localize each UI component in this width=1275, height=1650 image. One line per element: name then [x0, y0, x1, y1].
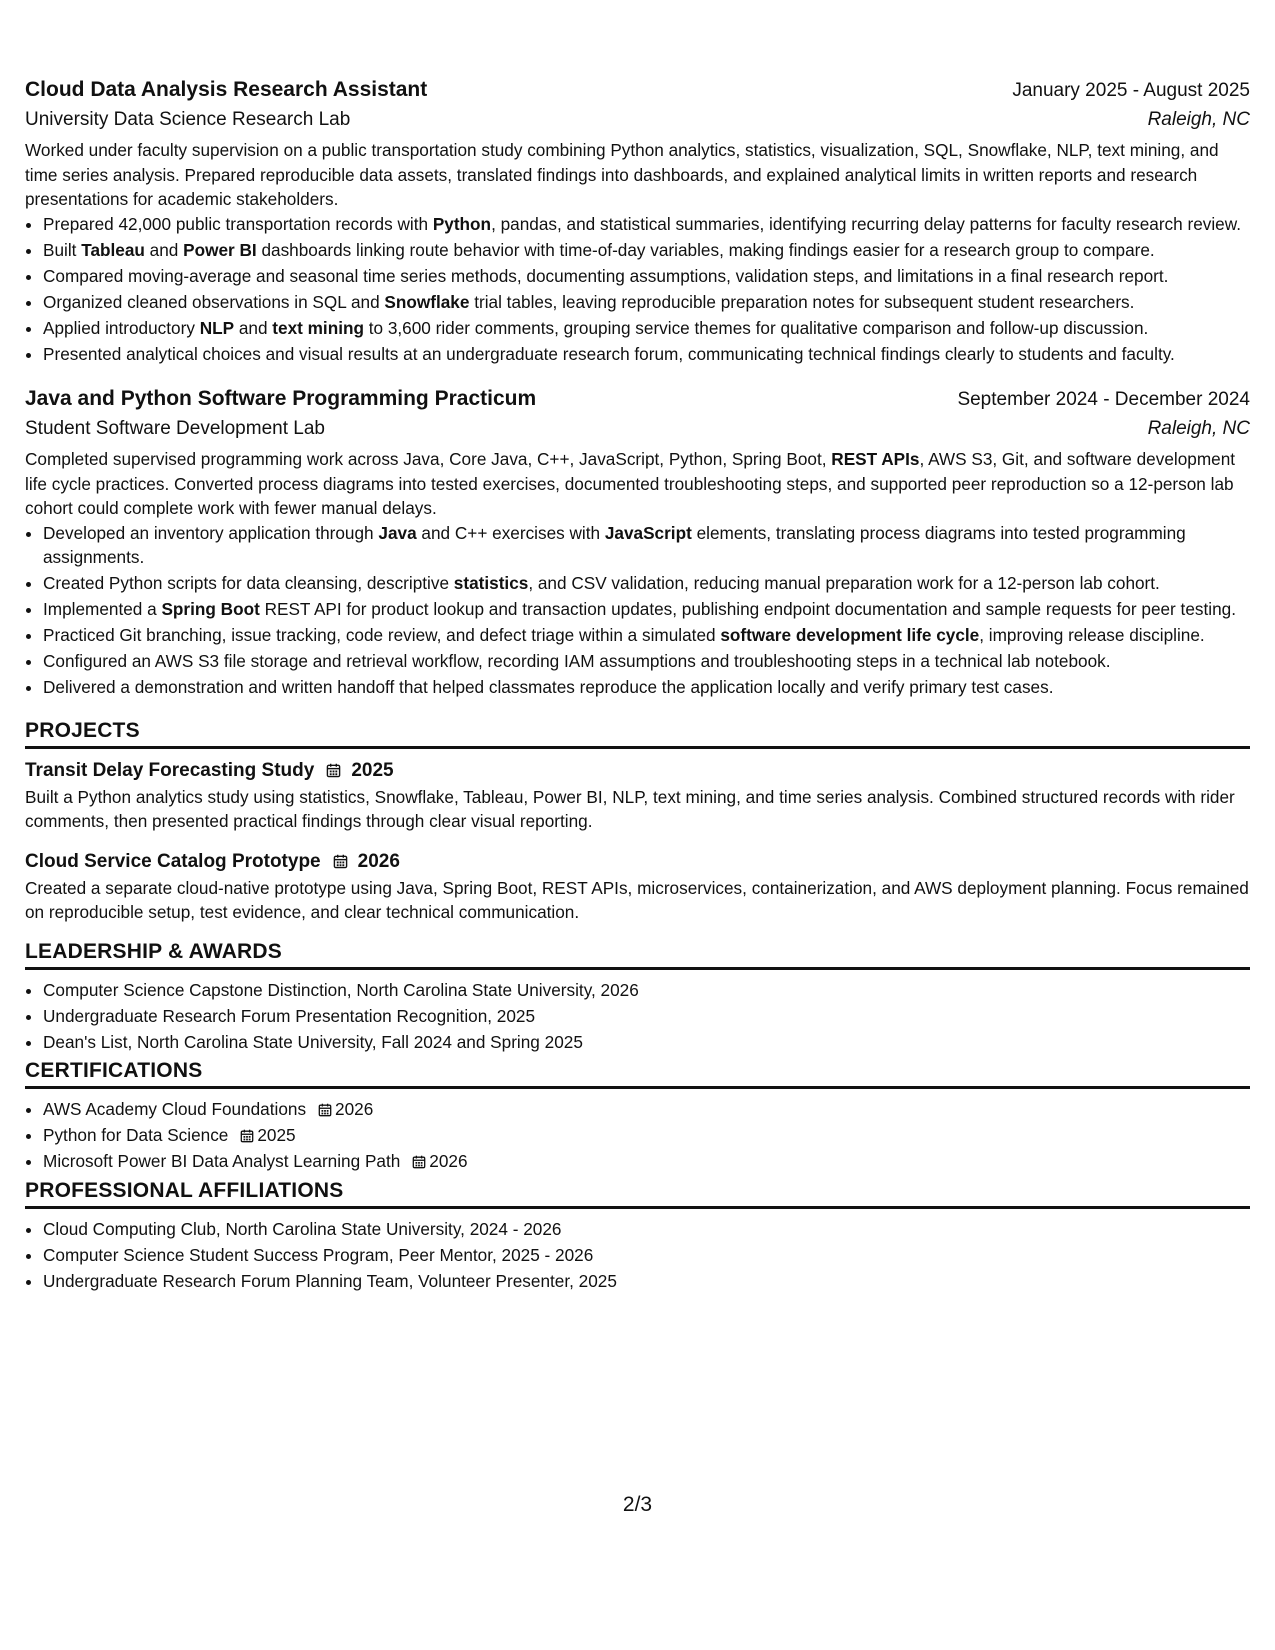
- job-summary: Completed supervised programming work across Java, Core Java, C++, JavaScript, Python, Spring Boot, REST APIs, AWS S3, Git, and software development life cycle practices. Converted process diagrams into tested exercises, documented troubleshooting steps, and supported peer reproduction so a 12-person lab cohort could complete work with fewer manual delays.: [25, 449, 1236, 518]
- calendar-icon: [333, 854, 348, 869]
- project-year: 2026: [357, 850, 400, 872]
- list-item: • Presented analytical choices and visual results at an undergraduate research forum, communicating technical findings clearly to students and faculty.: [43, 342, 1250, 367]
- job-summary: Worked under faculty supervision on a public transportation study combining Python analytics, statistics, visualization, SQL, Snowflake, NLP, text mining, and time series analysis. Prepared reproducible data assets, translated findings into dashboards, and explained analytical limits in written reports and research presentations for academic stakeholders.: [25, 140, 1219, 209]
- list-item: • Computer Science Student Success Program, Peer Mentor, 2025 - 2026: [43, 1243, 1250, 1268]
- job-dates: January 2025 - August 2025: [1012, 80, 1250, 101]
- affiliations-list: [25, 1217, 1250, 1294]
- list-item: • AWS Academy Cloud Foundations 2026: [43, 1097, 1250, 1122]
- section-heading-leadership: LEADERSHIP & AWARDS: [25, 939, 1250, 970]
- job-organization: University Data Science Research Lab: [25, 109, 351, 130]
- list-item: • Built Tableau and Power BI dashboards linking route behavior with time-of-day variables, making findings easier for a research group to compare.: [43, 238, 1250, 263]
- list-item: • Prepared 42,000 public transportation records with Python, pandas, and statistical summaries, identifying recurring delay patterns for faculty research review.: [43, 212, 1250, 237]
- calendar-icon: [326, 763, 341, 778]
- list-item: • Compared moving-average and seasonal time series methods, documenting assumptions, validation steps, and limitations in a final research report.: [43, 264, 1250, 289]
- job-title: Java and Python Software Programming Practicum: [25, 387, 537, 410]
- project-description: Created a separate cloud-native prototype using Java, Spring Boot, REST APIs, microservices, containerization, and AWS deployment planning. Focus remained on reproducible setup, test evidence, and clear technical communication.: [25, 877, 1249, 922]
- list-item: • Python for Data Science 2025: [43, 1123, 1250, 1148]
- section-heading-projects: PROJECTS: [25, 718, 1250, 749]
- calendar-icon: [318, 1103, 332, 1117]
- job-location: Raleigh, NC: [1147, 109, 1250, 130]
- project-description: Built a Python analytics study using statistics, Snowflake, Tableau, Power BI, NLP, text mining, and time series analysis. Combined structured records with rider comments, then presented practical findings through clear visual reporting.: [25, 786, 1235, 831]
- list-item: • Undergraduate Research Forum Planning Team, Volunteer Presenter, 2025: [43, 1269, 1250, 1294]
- section-heading-certifications: CERTIFICATIONS: [25, 1058, 1250, 1089]
- project-name: Transit Delay Forecasting Study: [25, 759, 315, 781]
- job-dates: September 2024 - December 2024: [957, 389, 1250, 410]
- certifications-list: [25, 1097, 1250, 1174]
- list-item: • Computer Science Capstone Distinction, North Carolina State University, 2026: [43, 978, 1250, 1003]
- calendar-icon: [240, 1129, 254, 1143]
- list-item: • Developed an inventory application through Java and C++ exercises with JavaScript elements, translating process diagrams into tested programming assignments.: [43, 521, 1250, 570]
- list-item: • Practiced Git branching, issue tracking, code review, and defect triage within a simulated software development life cycle, improving release discipline.: [43, 623, 1250, 648]
- experience-entry: [25, 384, 1250, 700]
- experience-entry: [25, 75, 1250, 366]
- list-item: • Dean's List, North Carolina State University, Fall 2024 and Spring 2025: [43, 1030, 1250, 1055]
- list-item: • Cloud Computing Club, North Carolina State University, 2024 - 2026: [43, 1217, 1250, 1242]
- list-item: • Implemented a Spring Boot REST API for product lookup and transaction updates, publishing endpoint documentation and sample requests for peer testing.: [43, 597, 1250, 622]
- project-entry: [25, 757, 1250, 834]
- list-item: • Created Python scripts for data cleansing, descriptive statistics, and CSV validation, reducing manual preparation work for a 12-person lab cohort.: [43, 571, 1250, 596]
- project-name: Cloud Service Catalog Prototype: [25, 850, 321, 872]
- section-heading-affiliations: PROFESSIONAL AFFILIATIONS: [25, 1178, 1250, 1209]
- list-item: • Organized cleaned observations in SQL and Snowflake trial tables, leaving reproducible preparation notes for subsequent student researchers.: [43, 290, 1250, 315]
- list-item: • Applied introductory NLP and text mining to 3,600 rider comments, grouping service themes for qualitative comparison and follow-up discussion.: [43, 316, 1250, 341]
- list-item: • Configured an AWS S3 file storage and retrieval workflow, recording IAM assumptions and troubleshooting steps in a technical lab notebook.: [43, 649, 1250, 674]
- job-title: Cloud Data Analysis Research Assistant: [25, 78, 428, 101]
- list-item: • Delivered a demonstration and written handoff that helped classmates reproduce the application locally and verify primary test cases.: [43, 675, 1250, 700]
- list-item: • Undergraduate Research Forum Presentation Recognition, 2025: [43, 1004, 1250, 1029]
- job-organization: Student Software Development Lab: [25, 418, 325, 439]
- job-location: Raleigh, NC: [1147, 418, 1250, 439]
- calendar-icon: [412, 1155, 426, 1169]
- job-bullets: [25, 212, 1250, 367]
- project-year: 2025: [351, 759, 394, 781]
- resume-page: [25, 75, 1250, 1295]
- job-bullets: [25, 521, 1250, 700]
- list-item: • Microsoft Power BI Data Analyst Learning Path 2026: [43, 1149, 1250, 1174]
- leadership-list: [25, 978, 1250, 1055]
- page-number: 2/3: [622, 1493, 653, 1516]
- project-entry: [25, 848, 1250, 925]
